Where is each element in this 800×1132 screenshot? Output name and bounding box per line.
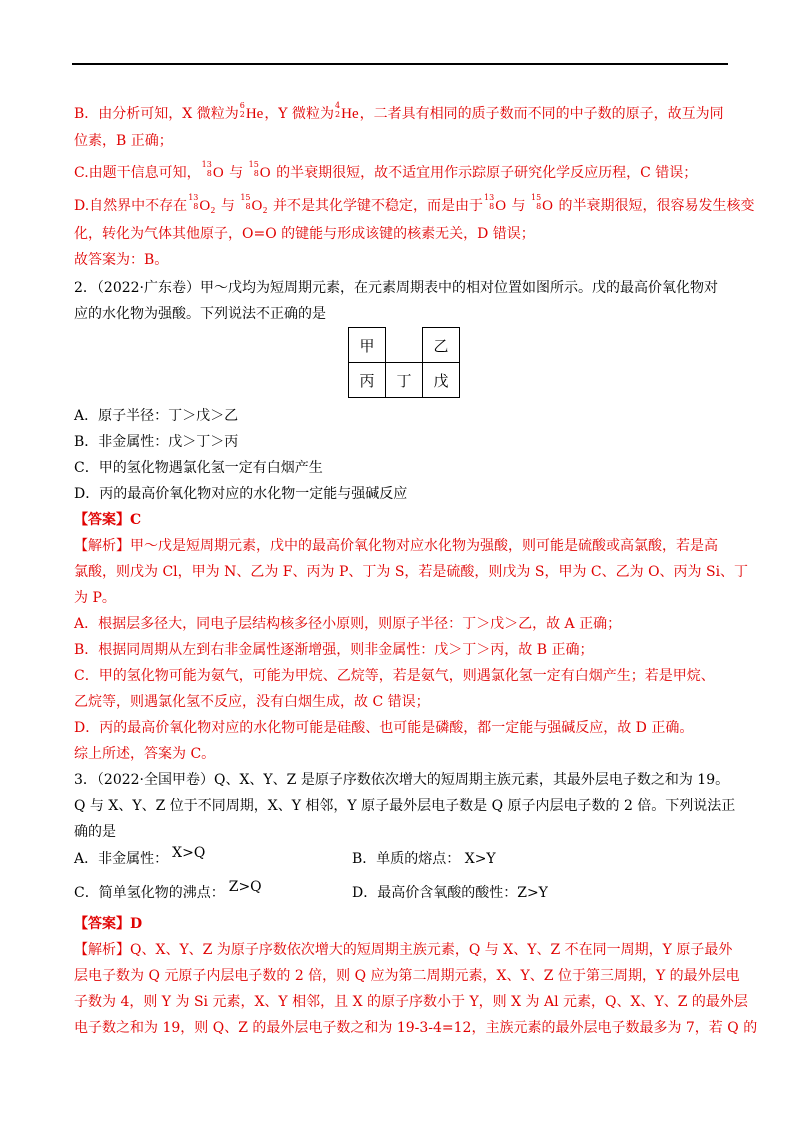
- text-segment: ，Y 微粒为: [264, 106, 335, 122]
- q2-summary: 综上所述，答案为 C。: [74, 746, 216, 762]
- q2-analysis-line5: B．根据同周期从左到右非金属性逐渐增强，则非金属性：戊＞丁＞丙，故 B 正确；: [74, 642, 594, 658]
- q3-analysis-line4: 电子数之和为 19，则 Q、Z 的最外层电子数之和为 19-3-4=12，主族元素的最外层电子数最多为 7，若 Q 的: [74, 1020, 758, 1036]
- text-segment: ，二者具有相同的质子数而不同的中子数的原子，故互为同: [359, 106, 724, 122]
- q3-analysis-line1: 【解析】Q、X、Y、Z 为原子序数依次增大的短周期主族元素，Q 与 X、Y、Z 不在同一周期，Y 原子最外: [74, 942, 733, 958]
- text-segment: B．由分析可知，X 微粒为: [74, 106, 239, 122]
- q3-stem-line3: 确的是: [74, 824, 116, 840]
- q3-option-c: C．简单氢化物的沸点： Z>Q: [74, 879, 262, 901]
- analysis-line-B-cont: 位素，B 正确；: [74, 133, 173, 149]
- q3-stem-line1: 3．（2022·全国甲卷）Q、X、Y、Z 是原子序数依次增大的短周期主族元素，其最外层电子数之和为 19。: [74, 772, 730, 788]
- analysis-line-D: D.自然界中不存在 13 8 O₂ 与 15 8 O₂ 并不是其化学键不稳定，而是由于 13 8 O 与 15 8 O 的半衰期很短，很容易发生核变: [74, 193, 755, 214]
- q3-option-a: A．非金属性： X>Q: [74, 845, 206, 867]
- isotope-o15-2: 15 8 O₂: [240, 193, 268, 214]
- isotope-o15-3: 15 8 O: [530, 193, 554, 214]
- q2-stem-line1: 2．（2022·广东卷）甲～戊均为短周期元素，在元素周期表中的相对位置如图所示。戊的最高价氧化物对: [74, 280, 718, 296]
- isotope-y: 4 2 He: [335, 101, 359, 122]
- isotope-o15: 15 8 O: [248, 160, 271, 181]
- q3-option-a-expr: X>Q: [172, 845, 206, 861]
- q2-option-a: A．原子半径：丁＞戊＞乙: [74, 408, 239, 424]
- cell-yi: 乙: [423, 328, 460, 363]
- isotope-o13-2: 13 8 O₂: [188, 193, 216, 214]
- analysis-line-B: [74, 101, 724, 124]
- q3-answer: 【答案】D: [74, 916, 143, 932]
- q2-option-d: D．丙的最高价氧化物对应的水化物一定能与强碱反应: [74, 486, 408, 502]
- q3-option-d: D．最高价含氧酸的酸性：Z>Y: [352, 885, 548, 901]
- header-rule: [72, 63, 728, 65]
- q3-stem-line2: Q 与 X、Y、Z 位于不同周期，X、Y 相邻，Y 原子最外层电子数是 Q 原子内层电子数的 2 倍。下列说法正: [74, 798, 736, 814]
- q2-analysis-line7: 乙烷等，则遇氯化氢不反应，没有白烟生成，故 C 错误；: [74, 694, 430, 710]
- q3-option-c-expr: Z>Q: [228, 879, 262, 895]
- cell-wu: 戊: [423, 363, 460, 398]
- q2-analysis-line4: A．根据层多径大，同电子层结构核多径小原则，则原子半径：丁＞戊＞乙，故 A 正确；: [74, 616, 622, 632]
- q2-option-b: B．非金属性：戊＞丁＞丙: [74, 434, 239, 450]
- isotope-o13: 13 8 O: [201, 160, 224, 181]
- isotope-x: 6 2 He: [239, 101, 264, 122]
- analysis-line-C: C.由题干信息可知， 13 8 O 与 15 8 O 的半衰期很短，故不适宜用作示踪原子研究化学反应历程，C 错误；: [74, 160, 698, 181]
- analysis-line-D-cont: 化，转化为气体其他原子，O=O 的键能与形成该键的核素无关，D 错误；: [74, 226, 535, 242]
- q3-option-b: B．单质的熔点： X>Y: [352, 851, 496, 867]
- q2-analysis-line8: D．丙的最高价氧化物对应的水化物可能是硅酸、也可能是磷酸，都一定能与强碱反应，故 D 正确。: [74, 720, 694, 736]
- q3-analysis-line2: 层电子数为 Q 元原子内层电子数的 2 倍，则 Q 应为第二周期元素，X、Y、Z 位于第三周期，Y 的最外层电: [74, 968, 740, 984]
- periodic-table-figure: [348, 327, 460, 398]
- q2-analysis-line1: 【解析】甲～戊是短周期元素，戊中的最高价氧化物对应水化物为强酸，则可能是硫酸或高氯酸，若是高: [74, 538, 718, 554]
- cell-jia: 甲: [349, 328, 386, 363]
- q3-analysis-line3: 子数为 4，则 Y 为 Si 元素，X、Y 相邻，且 X 的原子序数小于 Y，则 X 为 Al 元素，Q、X、Y、Z 的最外层: [74, 994, 748, 1010]
- q2-option-c: C．甲的氢化物遇氯化氢一定有白烟产生: [74, 460, 323, 476]
- analysis-conclusion: 故答案为：B。: [74, 252, 169, 268]
- q2-analysis-line3: 为 P。: [74, 590, 116, 606]
- cell-empty: [386, 328, 423, 363]
- q2-stem-line2: 应的水化物为强酸。下列说法不正确的是: [74, 306, 326, 322]
- q2-analysis-line6: C．甲的氢化物可能为氨气，可能为甲烷、乙烷等，若是氨气，则遇氯化氢一定有白烟产生；若是甲烷、: [74, 668, 715, 684]
- cell-bing: 丙: [349, 363, 386, 398]
- isotope-o13-3: 13 8 O: [484, 193, 507, 214]
- q2-analysis-line2: 氯酸，则戊为 Cl，甲为 N、乙为 F、丙为 P、丁为 S，若是硫酸，则戊为 S，甲为 C、乙为 O、丙为 Si、丁: [74, 564, 749, 580]
- cell-ding: 丁: [386, 363, 423, 398]
- q2-answer: 【答案】C: [74, 512, 142, 528]
